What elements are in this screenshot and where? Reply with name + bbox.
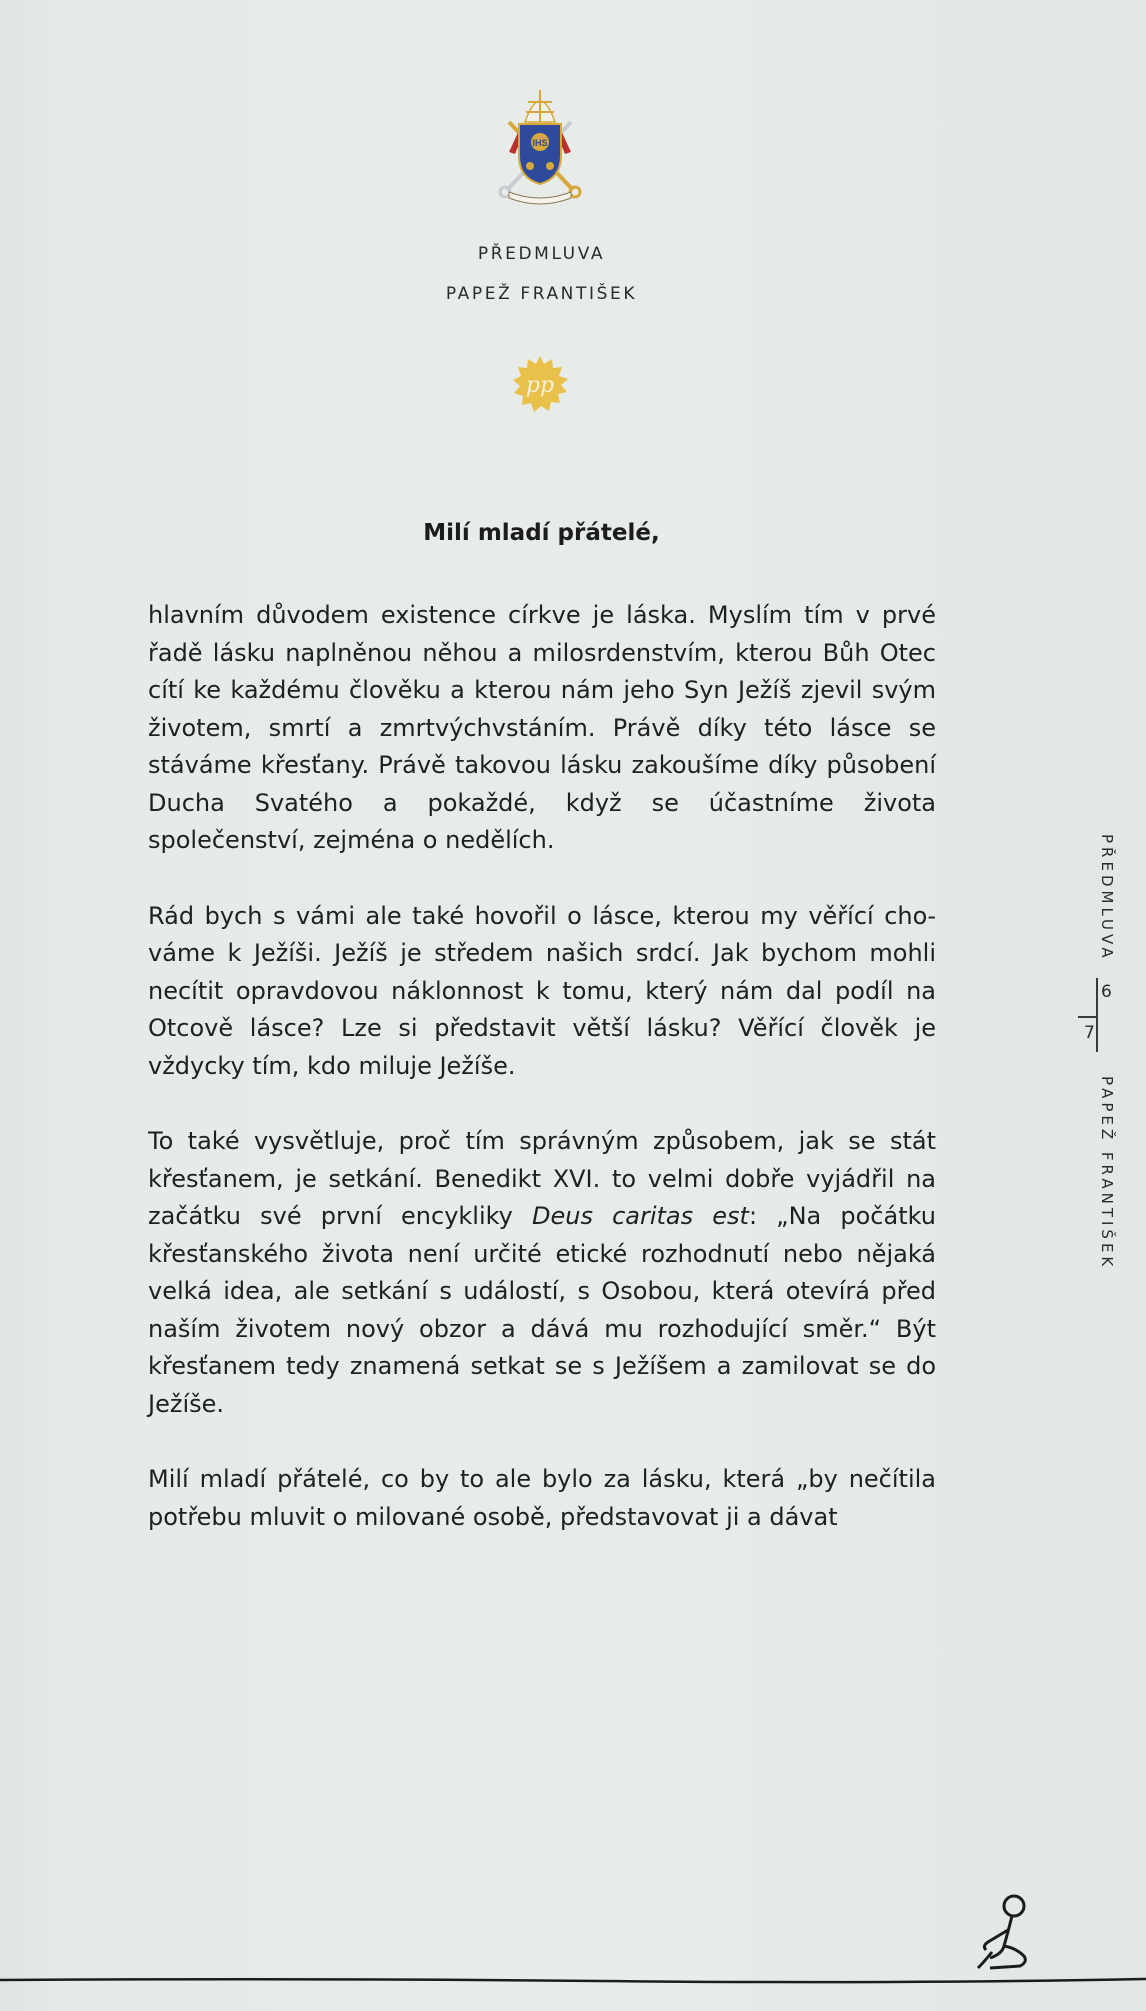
page-number-tick	[1078, 1016, 1096, 1018]
page-number-divider	[1096, 978, 1098, 1052]
paragraph-1: hlavním důvodem existence církve je láska. Myslím tím v prvé řadě lásku naplněnou něhou a milosrdenstvím, kterou Bůh Otec cítí ke každému člověku a kterou nám jeho Syn Ježíš zjevil svým životem, smrtí a zmrtvýchvstáním. Právě díky této lásce se stáváme křesťany. Právě takovou lásku zakoušíme díky působení Ducha Svatého a pokaždé, když se účastníme života společenství, zejména o nedělích.	[148, 601, 936, 854]
encyclical-title: Deus caritas est	[532, 1202, 749, 1230]
section-kicker: PŘEDMLUVA	[477, 244, 606, 264]
page-number-right: 7	[1084, 1023, 1095, 1043]
badge-label: pp	[525, 373, 555, 398]
paragraph-3-end: : „Na počátku křesťanského života není určité etické rozhodnutí nebo nějaká velká idea, ale setkání s událostí, s Osobou, která otevírá před naším životem nový obzor a dává mu rozhodující směr.“ Být křesťanem tedy znamená setkat se s Ježíšem a zamilovat se do Ježíše.	[148, 1202, 936, 1418]
pp-badge-icon	[511, 355, 569, 413]
kneeling-figure-icon	[968, 1892, 1038, 1974]
paragraph-2: Rád bych s vámi ale také hovořil o lásce, kterou my věřící chováme k Ježíši. Ježíš je středem našich srdcí. Jak bychom mohli necítit opravdovou náklonnost k tomu, který nám dal podíl na Otcově lásce? Lze si představit větší lásku? Věřící člověk je vždycky tím, kdo miluje Ježíše.	[148, 901, 936, 1080]
paragraph-3-start: To také vysvětluje, proč tím správným způsobem, jak se stát křesťanem, je setkání. Benedikt XVI. to velmi dobře vyjádřil na začátku své první encykliky	[148, 1127, 936, 1230]
author-kicker: PAPEŽ FRANTIŠEK	[445, 284, 638, 304]
paragraph-4: Milí mladí přátelé, co by to ale bylo za lásku, která „by nečítila potřebu mluvit o milované osobě, představovat ji a dávat	[148, 1465, 936, 1531]
paragraph-3	[148, 1123, 936, 1423]
margin-section-title: PŘEDMLUVA	[1098, 834, 1116, 962]
margin-author-title: PAPEŽ FRANTIŠEK	[1098, 1076, 1116, 1271]
body-text	[148, 597, 936, 1574]
svg-text:IHS: IHS	[532, 138, 548, 148]
papal-coat-of-arms-icon	[495, 82, 585, 207]
greeting-heading: Milí mladí přátelé,	[423, 520, 660, 546]
page-number-left: 6	[1101, 982, 1112, 1002]
